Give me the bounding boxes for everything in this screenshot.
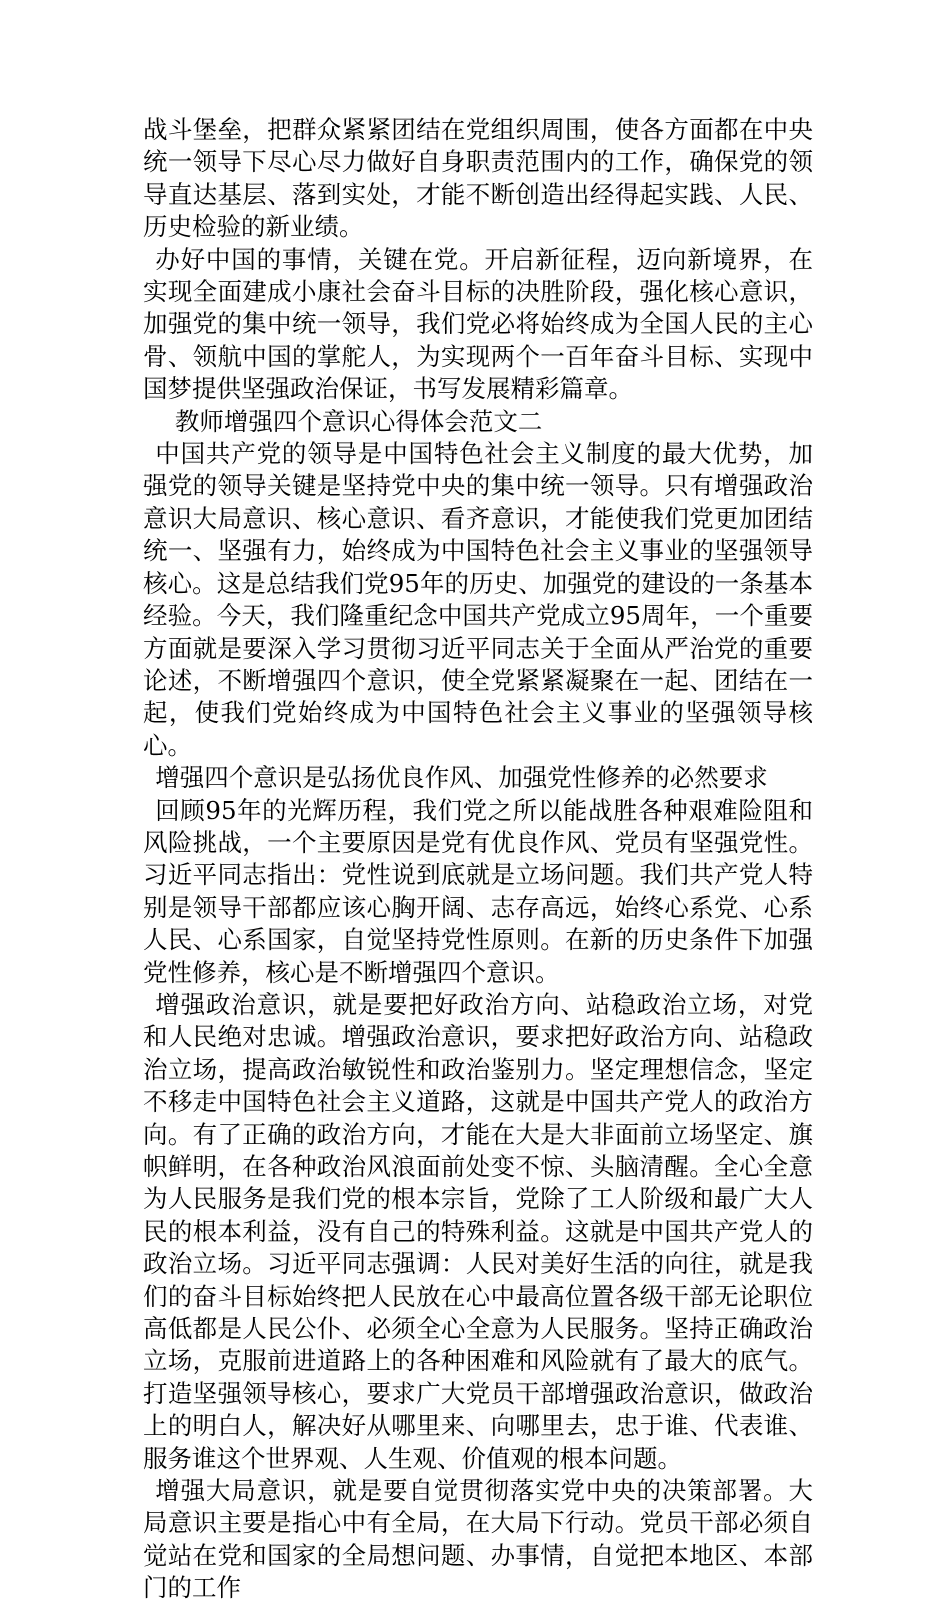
paragraph-political-awareness: 增强政治意识，就是要把好政治方向、站稳政治立场，对党和人民绝对忠诚。增强政治意识，要求把好政治方向、站稳政治立场，提高政治敏锐性和政治鉴别力。坚定理想信念，坚定不移走中国特色社会主义道路，这就是中国共产党人的政治方向。有了正确的政治方向，才能在大是大非面前立场坚定、旗帜鲜明，在各种政治风浪面前处变不惊、头脑清醒。全心全意为人民服务是我们党的根本宗旨，党除了工人阶级和最广大人民的根本利益，没有自己的特殊利益。这就是中国共产党人的政治立场。习近平同志强调：人民对美好生活的向往，就是我们的奋斗目标始终把人民放在心中最高位置各级干部无论职位高低都是人民公仆、必须全心全意为人民服务。坚持正确政治立场，克服前进道路上的各种困难和风险就有了最大的底气。打造坚强领导核心，要求广大党员干部增强政治意识，做政治上的明白人，解决好从哪里来、向哪里去，忠于谁、代表谁、服务谁这个世界观、人生观、价值观的根本问题。	[143, 989, 813, 1473]
paragraph-overall-awareness: 增强大局意识，就是要自觉贯彻落实党中央的决策部署。大局意识主要是指心中有全局，在大局下行动。党员干部必须自觉站在党和国家的全局想问题、办事情，自觉把本地区、本部门的工作	[143, 1476, 813, 1603]
paragraph-continuation: 战斗堡垒，把群众紧紧团结在党组织周围，使各方面都在中央统一领导下尽心尽力做好自身职责范围内的工作，确保党的领导直达基层、落到实处，才能不断创造出经得起实践、人民、历史检验的新业绩。	[143, 115, 813, 242]
paragraph-party-leadership: 办好中国的事情，关键在党。开启新征程，迈向新境界，在实现全面建成小康社会奋斗目标的决胜阶段，强化核心意识，加强党的集中统一领导，我们党必将始终成为全国人民的主心骨、领航中国的掌舵人，为实现两个一百年奋斗目标、实现中国梦提供坚强政治保证，书写发展精彩篇章。	[143, 244, 813, 404]
subheading: 增强四个意识是弘扬优良作风、加强党性修养的必然要求	[155, 763, 768, 793]
paragraph-history: 回顾95年的光辉历程，我们党之所以能战胜各种艰难险阻和风险挑战，一个主要原因是党有优良作风、党员有坚强党性。习近平同志指出：党性说到底就是立场问题。我们共产党人特别是领导干部都应该心胸开阔、志存高远，始终心系党、心系人民、心系国家，自觉坚持党性原则。在新的历史条件下加强党性修养，核心是不断增强四个意识。	[143, 795, 813, 987]
paragraph-intro: 中国共产党的领导是中国特色社会主义制度的最大优势，加强党的领导关键是坚持党中央的集中统一领导。只有增强政治意识大局意识、核心意识、看齐意识，才能使我们党更加团结统一、坚强有力，始终成为中国特色社会主义事业的坚强领导核心。这是总结我们党95年的历史、加强党的建设的一条基本经验。今天，我们隆重纪念中国共产党成立95周年，一个重要方面就是要深入学习贯彻习近平同志关于全面从严治党的重要论述，不断增强四个意识，使全党紧紧凝聚在一起、团结在一起，使我们党始终成为中国特色社会主义事业的坚强领导核心。	[143, 439, 813, 760]
document-page	[143, 114, 813, 1605]
section-heading: 教师增强四个意识心得体会范文二	[174, 406, 543, 436]
